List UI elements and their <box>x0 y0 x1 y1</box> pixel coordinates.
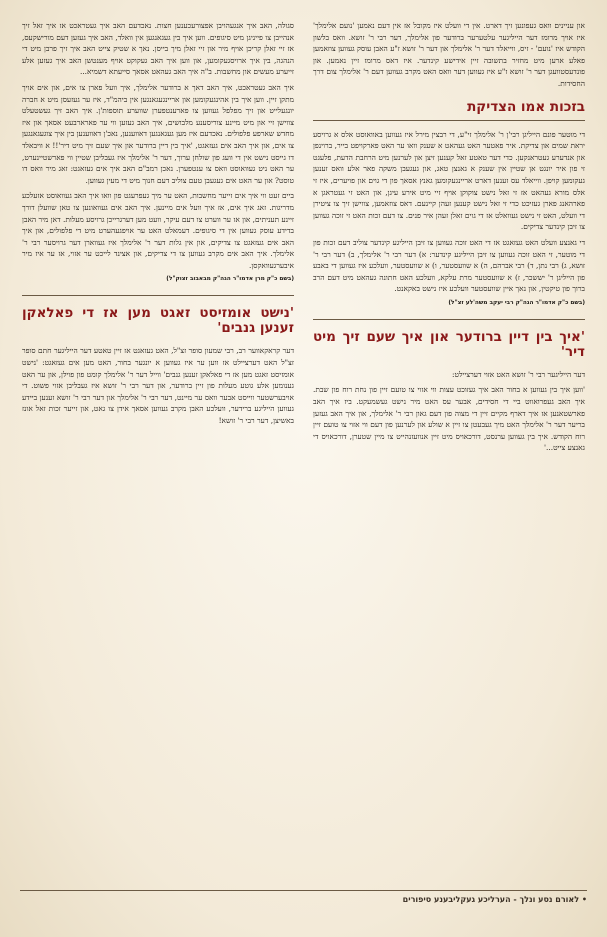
left-column <box>22 20 294 888</box>
source-credit: (בשם כ"ק מרן אדמו"ר הגה"ק מבאבוב זצוק"ל) <box>166 276 294 283</box>
paragraph: איך האב געטראכט, איך האב דאך א ברודער אלימלך, איך וועל פארן צו אים, און אים אויך מתקן זיין. ווען איך בין אהינגעקומען און אריינגעגאנגען אין ביהמ"ד, איז ער געזעסן מיט א חברה יונגעלייט און זיך מפלפל געווען צו פארענטפערן שווערע תוספות'ן. איך האב זיך געשטעלט צווישן זיי און מיט מיינע צוריסענע מלבושים, איך האב געזען ווי ער פארארבעט אסאך און איז מחדש שארפע פלפולים. נאכדעם איז מען געגאנגען דאווענען, נאכ'ן דאווענען בין איך צוגעגאנגען צו אים, און איך האב אים געזאגט, 'איך בין דיין ברודער און איך שעם זיך מיט דיר'!! א וויבאלד דו גייסט נישט אין די וועג פון שולחן ערוך, דער ר' אלימלך איז געבליבן שטיין ווי פארשטיינערט, ער האט ניט געוואוסט וואס צו ענטפערן. נאכן רמב"ם האב איך אים געזאגט: זאג מיר וואס דו טוסט? און ער האט אים געגעבן טעם צוליב דעם חנוך מיט די מעין געווען. <box>22 82 294 185</box>
paragraph: דער הייליגער רבי ר' זושא האט אזוי דערציילט: <box>452 369 585 379</box>
section-heading: 'נישט אומזיסט זאגט מען אז די פאלאקן זענען גנבים' <box>22 305 294 337</box>
paragraph: 'ווען איך בין געווען א בחור האב איך געזוכט עצות ווי אזוי צו טועם זיין פון נחת רוח פון שבת. איך האב געפרואווט ביי די חסידים, אבער עס האט מיר נישט געשמעקט. ביז איך האב פארשטאנען אז איך דארף מקיים זיין די מצוה פון דעם גאון רבי ר' אלימלך, און איך האב געזען בריער דער ר' אלימלך האט מיך געבעטן צו זיין א שולע און לערנען פון דעם ווי אזוי צו טועם זיין רוח הקודש. איך בין געווען ערנסט, דורכאויס מיט זיין אנוועזנהייט צו מיין שטערן, דורכאויס די גאנצע צייט...' <box>313 385 585 453</box>
section-heading: בזכות אמו הצדיקת <box>313 100 585 121</box>
paragraph: די מוטער פונם הייליגן רבי'ן ר' אלימלך זי"ע, די רבצין מירל איז געווען באוואוסט אלס א גרויסע יראת שמים און צדיקת. איר פאטער האט געהאט א שענק וואו ער האט פארקויפט בייר, ברוינפן און אנדערע געטראנקען. כדי דער טאטע זאל קענען זיצן און לערנען מיט הרחבת הדעת, פלעגט זי פון איר יונגט אן שטיין אין שענק א גאנצן טאג, און געגעבן משקה פאר אלע וואס זענען געקומען קויפן. ווייאלד עס זענען דארט אריינגעקומען גאנץ אסאך פון די גוים און פויערים, איז זי אלס מורא געהאט אז זי זאל נישט צוקוקן אויף זיי מיט אירע עיגן, און האט זי געטראגן א פארהאנג פארן געזיכט כדי זי זאל נישט קענען זעהן קיינעם. דאס צוזאמען, צווישן זיך צו ציטירן די וועלט, האט זי נישט געוואלט אז די גוים זאלן זעהן איר פנים. צו דעם זכות האט זי זוכה געווען צו זיבן קינדער צדיקים. <box>313 129 585 232</box>
source-credit: (בשם כ"ק אדמו"ר הגה"ק רבי יעקב משה'לע זצ"ל) <box>448 299 585 306</box>
footer-title: • לאורם נסע ונלך - הערליכע געקליבענע סיפורים <box>402 895 587 904</box>
divider <box>22 295 294 296</box>
paragraph: סגולה, האב איך אנגעהויבן אפצורעכענען חצות. נאכדעם האב איך געטראכט אז איך זאל זיך אנהייבן צו פייניגן מיט סיגופים. ווען איך בין געגאנגען אין וואלד, האב איך געזען דעם מורישקעס, אז זיי זאלן קריכן אויף מיר און זיי זאלן מיך בייסן. נאך א שטיק צייט האב איך זיך פרבן מיט די הנהגה, בין איך ארויסגעקומען, און ווען איך האב געקוקט אויף מענטשן האב איך געזען אלע זייערע מעשים און מחשבות. ב"ה איך האב געהאט אסאך סייעתא דשמיא... <box>22 21 294 77</box>
section-heading: 'איך בין דיין ברודער און איך שעם זיך מיט דיר' <box>313 328 585 360</box>
paragraph: ביים זעט ווי איך אים זייער מחשבות, האט ער מיך געפרעגט פון וואו איך האב געוואוסט אזעלכע מדריגות. זאג איך אים, אז איך וועל אים מיינען. איך האב אים געוואונען צו טאן שוועלן דורך זיינע תעניתים, און אז ער ווערט צו דעם עיקר, וועט מען דערגרייכן גרויסע מעלות. דאן מיר האבן בדידע עוסק געווען אין די סיגופים. דעמאלט האט ער אויפגעהערט מיט די פלפולים, און איך האב אים געזאגט צו צדיקים, און אין גלות דער ר' אלימלך איז געווארן דער גרויסער רבי ר' אלימלך. איך האב אים מקרב געווען צו די צדיקים, און אצינד לייכט ער אזוי, אז ער איז מיר איבערגעוואקסן. <box>22 191 294 270</box>
footer-rule <box>20 890 587 891</box>
paragraph: און עניינים וואס געפונען זיך דארט. אין די וועלט איז מקובל אז אין דעם נאמען 'נועם אלימלך' איז אויך מרומז דער הייליגער עלטערער ברודער פון אלימלך, דער רבי ר' זושא. וואס בלשון הקודש איז 'נועם' - זיס, ווייאלד דער ר' אלימלך און דער ר' זושא ז"ע האבן עוסק געווען צוזאמען פאלע ארען מיט מחזיר בתשובה זיין אידישע קינדער. איז דאס מרומז זיין נאמען. און פונדעסטוועגן דער ר' זושא ז"ע איז געווען דער וואס האט מקרב געווען דעם ר' אלימלך צום דרך החסידות. <box>313 21 585 88</box>
right-column <box>313 20 585 888</box>
paragraph: דער קראקאווער רב, רבי שמעון סופר זצ"ל, האט געזאגט אז זיין טאטע דער הייליגער חתם סופר זצ"ל האט דערציילט אז ווען ער איז געווען א יונגער בחור, האט מען אים געזאגט: 'נישט אומזיסט זאגט מען אז די פאלאקן זענען גנבים' ווייל דער ר' אלימלך קומט פון פוילן, און ער האט גענומען אלע גוטע מעלות פון זיין ברודער, און דער רבי ר' זושא איז געבליבן אזוי פשוט. די אויבערשטער ווייסט אבער וואס ער מיינט, דער רבי ר' אלימלך און דער רבי ר' זושא זענען ביידע געווען הייליגע ברידער, וועלכע האבן מקרב געווען אסאך אידן צו גאט, און זייער זכות זאל אונז באשיצן, דער רבי ר' זושא! <box>22 346 294 426</box>
divider <box>313 319 585 320</box>
paragraph: די גאנצע וועלט האט געזאגט אז די האט זוכה געווען צו זיבן הייליגע קינדער צוליב דעם זכות פון די מוטער, זי האט זוכה געווען צו זיבן הייליגע קינדער: א) דער רבי ר' אלימלך, ב) דער רבי ר' זושא, ג) רבי נתן, ד) רבי אברהם, ה) א שוועסטער, ו) א שוועסטער, וועלכע איז געווען די באבע פון הייליגן ר' יששכר, ז) א שוועסטער מרת עלקא, וועלכע האט חתונה געהאט מיט דעם הרב ברוך פון טיקטין, און נאך איין שוועסטער וועלכע איז נישט באקאנט. <box>313 237 585 294</box>
